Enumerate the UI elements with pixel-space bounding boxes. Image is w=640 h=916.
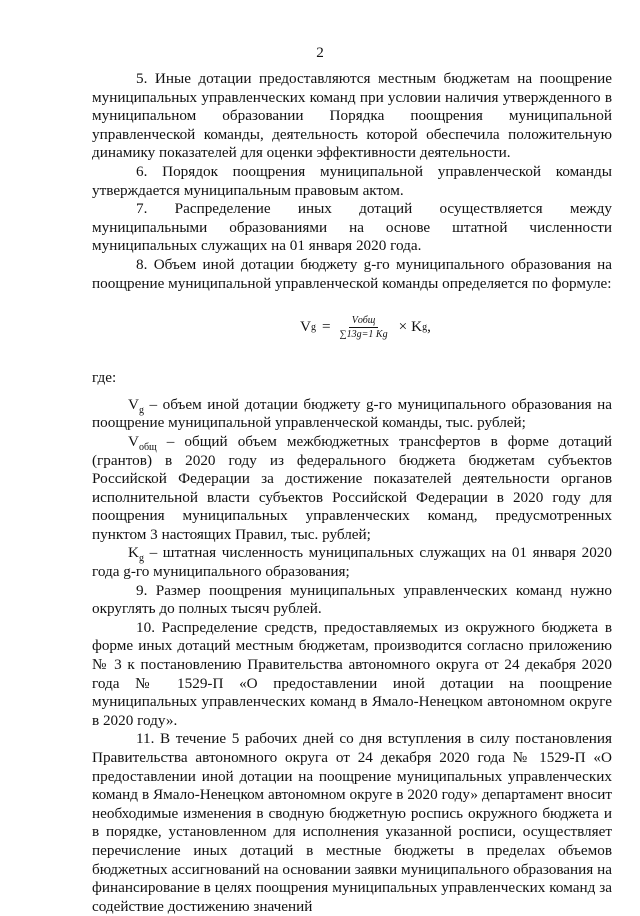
document-body <box>92 70 612 916</box>
formula-numerator: Vобщ <box>349 315 379 328</box>
paragraph-9: 9. Размер поощрения муниципальных управленческих команд нужно округлять до полных тысяч рублей. <box>92 581 612 618</box>
def-kg-symbol: K <box>128 544 139 562</box>
def-vg-symbol: V <box>128 395 139 413</box>
formula-times: × <box>398 318 408 336</box>
paragraph-5: 5. Иные дотации предоставляются местным бюджетам на поощрение муниципальных управленческих команд при условии наличия утвержденного в муниципальном образовании Порядка поощрения муниципальной управленческой команды, деятельность которой обеспечила положительную динамику показателей для оценки эффективности деятельности. <box>92 70 612 162</box>
def-vobsh-symbol: V <box>128 432 139 450</box>
paragraph-7: 7. Распределение иных дотаций осуществляется между муниципальными образованиями на основе штатной численности муниципальных служащих на 01 января 2020 года. <box>92 200 612 255</box>
paragraph-10: 10. Распределение средств, предоставляемых из окружного бюджета в форме иных дотаций местным бюджетам, производится согласно приложению № 3 к постановлению Правительства автономного округа от 24 декабря 2020 года № 1529-П «О предоставлении иной дотации на поощрение муниципальных управленческих команд в Ямало-Ненецком автономном округе в 2020 году». <box>92 618 612 729</box>
definition-vg <box>92 396 612 433</box>
paragraph-6: 6. Порядок поощрения муниципальной управленческой команды утверждается муниципальным правовым актом. <box>92 162 612 199</box>
page-number: 2 <box>316 44 324 61</box>
where-label: где: <box>92 369 117 387</box>
paragraph-8: 8. Объем иной дотации бюджету g-го муниципального образования на поощрение муниципальной управленческой команды определяется по формуле: <box>92 255 612 292</box>
definition-kg <box>92 544 612 581</box>
paragraph-11: 11. В течение 5 рабочих дней со дня вступления в силу постановления Правительства автономного округа от 24 декабря 2020 года № 1529-П «О предоставлении иной дотации на поощрение муниципальных управленческих команд в Ямало-Ненецком автономном округе в 2020 году» департамент вносит необходимые изменения в сводную бюджетную роспись окружного бюджета и в порядке, установленном для исполнения указанной росписи, осуществляет перечисление иных дотаций в местные бюджеты в пределах объемов бюджетных ассигнований на основании заявки муниципального образования на финансирование в целях поощрения муниципальных управленческих команд за содействие достижению значений <box>92 730 612 915</box>
formula-fraction <box>337 315 391 340</box>
def-vg-text: – объем иной дотации бюджету g-го муниципального образования на поощрение муниципальной управленческой команды, тыс. рублей; <box>92 395 612 432</box>
formula-equals: = <box>321 318 331 336</box>
def-vg-sub: g <box>138 404 144 416</box>
formula-tail: , <box>427 318 431 336</box>
definition-vobsh <box>92 433 612 545</box>
def-kg-text: – штатная численность муниципальных служащих на 01 января 2020 года g-го муниципального образования; <box>92 544 612 581</box>
def-kg-sub: g <box>138 553 144 565</box>
def-vobsh-sub: общ <box>138 441 157 453</box>
formula-denominator: ∑13g=1 Kg <box>339 329 388 341</box>
def-vobsh-text: – общий объем межбюджетных трансфертов в форме дотаций (грантов) в 2020 году из федерального бюджета бюджетам субъектов Российской Федерации за достижение показателей деятельности органов исполнительной власти субъектов Российской Федерации в 2020 году для поощрения муниципальных управленческих команд, предусмотренных пунктом 3 настоящих Правил, тыс. рублей; <box>92 432 612 543</box>
formula: V g = $\frac{\text{Vобщ}}{\sum 13g=1 Kg}$ × K g , <box>300 315 431 341</box>
formula-rhs: K <box>411 318 423 336</box>
formula-lhs: V <box>300 318 311 336</box>
